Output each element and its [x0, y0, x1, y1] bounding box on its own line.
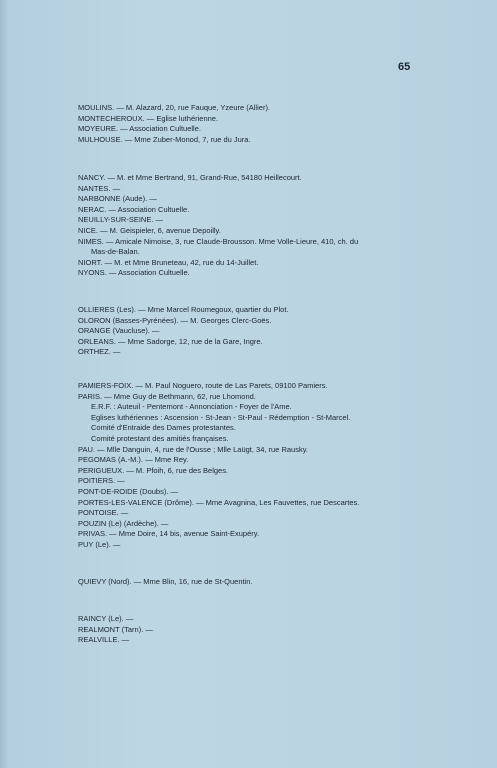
entry-line: NYONS. — Association Cultuelle.	[78, 268, 190, 278]
entry-line: PARIS. — Mme Guy de Bethmann, 62, rue Lhomond.	[78, 391, 256, 401]
entry-line: RAINCY (Le). —	[78, 614, 134, 623]
entry-line: PONTOISE. —	[78, 508, 129, 518]
section-o	[78, 305, 418, 358]
entry-line: QUIEVY (Nord). — Mme Blin, 16, rue de St-Quentin.	[78, 577, 253, 586]
entry-line: MONTECHEROUX. — Eglise luthérienne.	[78, 113, 219, 123]
section-m	[78, 103, 418, 145]
section-r	[78, 614, 418, 646]
entry-line: NICE. — M. Geispieler, 6, avenue Depoilly.	[78, 225, 221, 235]
entry-line: ORANGE (Vaucluse). —	[78, 326, 160, 336]
entry-line: PORTES-LES-VALENCE (Drôme). — Mme Avagnina, Les Fauvettes, rue Descartes.	[78, 497, 360, 507]
page-edge-shadow	[0, 0, 10, 768]
entry-line: NANTES. —	[78, 183, 121, 193]
entry-line: PEGOMAS (A.-M.). — Mme Rey.	[78, 455, 189, 465]
page-number: 65	[398, 61, 411, 73]
section-n	[78, 173, 418, 279]
entry-line: POITIERS. —	[78, 476, 125, 486]
entry-line: NARBONNE (Aude). —	[78, 194, 157, 204]
entry-sub-line: Eglises luthériennes : Ascension - St-Jean - St-Paul - Rédemption - St-Marcel.	[91, 412, 351, 422]
entry-line: PUY (Le). —	[78, 539, 121, 549]
entry-line: ORLEANS. — Mme Sadorge, 12, rue de la Gare, Ingre.	[78, 336, 263, 346]
entry-line: NEUILLY-SUR-SEINE. —	[78, 215, 164, 225]
entry-sub-line: Comité protestant des amitiés françaises.	[91, 433, 229, 443]
entry-line: MOYEURE. — Association Cultuelle.	[78, 124, 201, 134]
entry-line: NIMES. — Amicale Nimoise, 3, rue Claude-Brousson. Mme Volle-Lieure, 410, ch. du	[78, 236, 359, 246]
entry-line: MULHOUSE. — Mme Zuber-Monod, 7, rue du Jura.	[78, 134, 251, 144]
entry-line: PONT-DE-ROIDE (Doubs). —	[78, 486, 179, 496]
entry-line: PAU. — Mlle Danguin, 4, rue de l'Ousse ; Mlle Laügt, 34, rue Rausky.	[78, 444, 309, 454]
entry-line: OLORON (Basses-Pyrénées). — M. Georges Clerc-Goës.	[78, 315, 272, 325]
entry-continuation: Mas-de-Balan.	[91, 247, 140, 257]
entry-line: PRIVAS. — Mme Doire, 14 bis, avenue Saint-Exupéry.	[78, 529, 260, 539]
entry-line: REALVILLE. —	[78, 635, 130, 645]
entry-sub-line: Comité d'Entraide des Dames protestantes.	[91, 423, 236, 433]
entry-line: NANCY. — M. et Mme Bertrand, 91, Grand-Rue, 54180 Heillecourt.	[78, 173, 302, 182]
entry-line: REALMONT (Tarn). —	[78, 624, 153, 634]
entry-line: POUZIN (Le) (Ardèche). —	[78, 518, 169, 528]
entry-sub-line: E.R.F. : Auteuil - Pentemont - Annonciation - Foyer de l'Ame.	[91, 402, 292, 412]
section-q	[78, 577, 418, 588]
entry-line: MOULINS. — M. Alazard, 20, rue Fauque, Yzeure (Allier).	[78, 103, 271, 112]
section-p	[78, 381, 418, 551]
entry-line: OLLIERES (Les). — Mme Marcel Roumegoux, quartier du Plot.	[78, 305, 289, 314]
entry-line: NIORT. — M. et Mme Bruneteau, 42, rue du 14-Juillet.	[78, 257, 259, 267]
entry-line: ORTHEZ. —	[78, 347, 121, 357]
entry-line: PAMIERS-FOIX. — M. Paul Noguero, route de Las Parets, 09100 Pamiers.	[78, 381, 328, 390]
entry-line: NERAC. — Association Cultuelle.	[78, 204, 190, 214]
entry-line: PERIGUEUX. — M. Pfoih, 6, rue des Belges.	[78, 465, 229, 475]
